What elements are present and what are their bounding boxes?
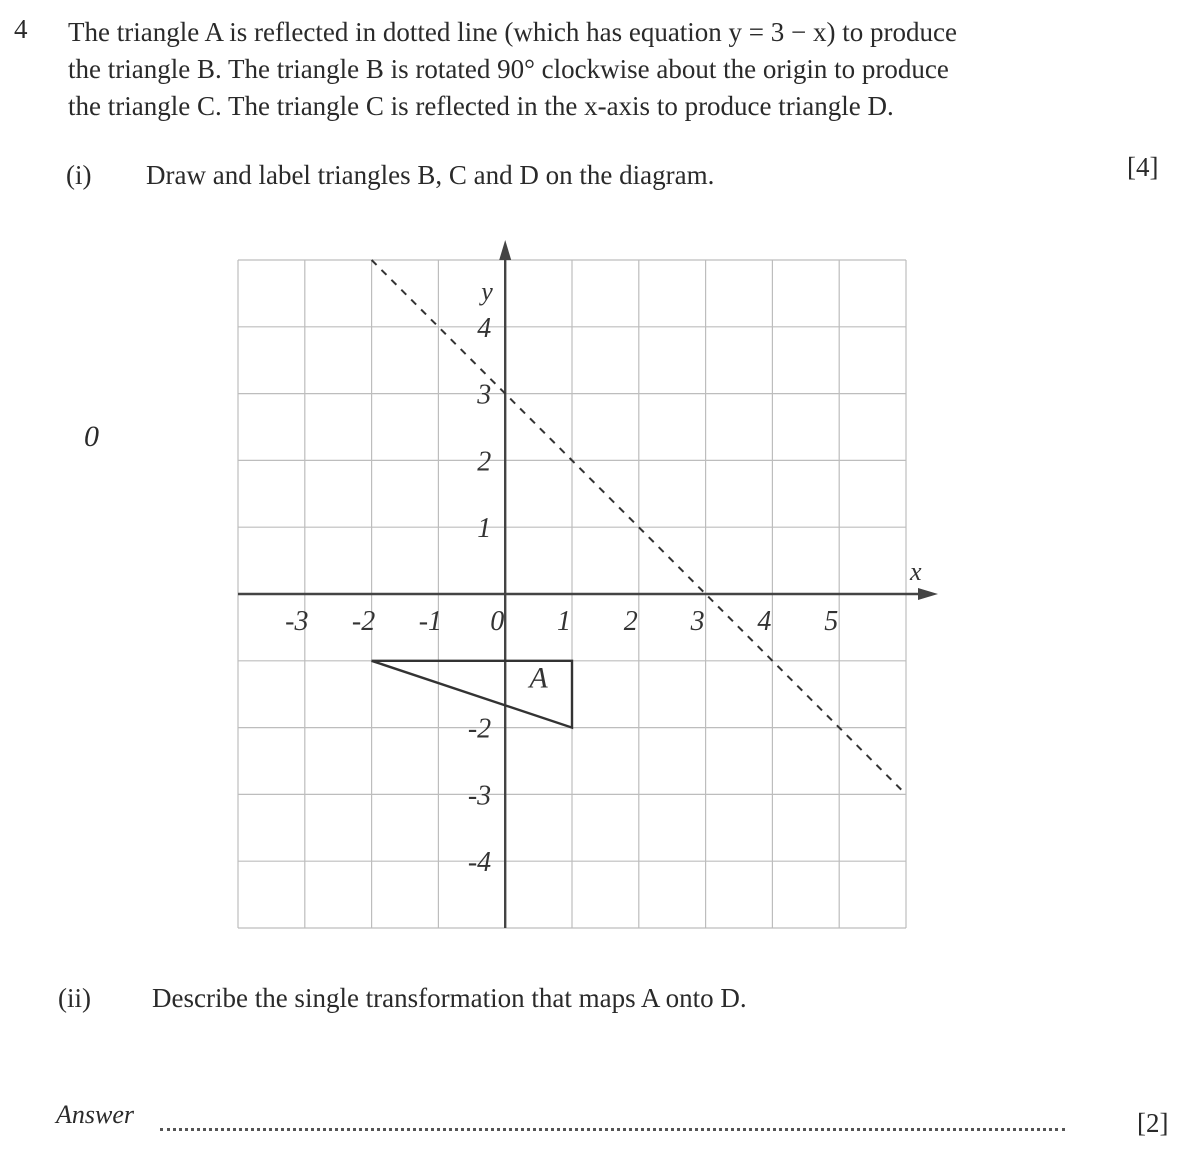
y-axis-arrow-icon [499,240,511,260]
x-tick-label: 2 [623,606,638,637]
part-i-instruction: Draw and label triangles B, C and D on the diagram. [146,160,715,190]
x-axis-arrow-icon [918,588,938,600]
triangle-a-label: A [529,661,548,695]
y-tick-label: -4 [467,847,492,879]
y-axis-label: y [481,277,493,306]
question-line-3: the triangle C. The triangle C is reflected in the x-axis to produce triangle D. [68,91,894,121]
x-tick-label: -2 [351,606,376,637]
question-number: 4 [14,14,28,44]
y-tick-label: -2 [467,713,492,745]
y-tick-label: 3 [477,379,492,411]
part-ii-label: (ii) [58,983,91,1013]
y-tick-label: 1 [477,513,492,545]
x-tick-label: 5 [824,606,839,637]
part-ii-instruction: Describe the single transformation that maps A onto D. [152,983,747,1013]
question-line-2: the triangle B. The triangle B is rotated 90° clockwise about the origin to produce [68,54,949,84]
x-tick-label: 4 [757,606,772,637]
x-tick-label: 0 [490,606,505,637]
question-line-1: The triangle A is reflected in dotted line (which has equation y = 3 − x) to produce [68,17,957,47]
x-tick-label: -3 [285,606,309,637]
x-tick-label: 1 [557,606,571,637]
answer-line[interactable] [160,1118,1065,1131]
x-axis-label: x [910,557,922,586]
y-tick-label: 2 [477,446,492,478]
axes [238,240,938,928]
x-tick-label: -1 [418,606,443,637]
stray-mark: 0 [84,420,99,453]
y-tick-label: -3 [467,780,492,812]
tick-labels [285,277,922,878]
x-tick-label: 3 [690,606,705,637]
part-i-label: (i) [66,160,92,190]
part-ii-marks: [2] [1137,1108,1169,1138]
part-i-marks: [4] [1127,152,1159,182]
y-tick-label: 4 [477,312,492,344]
answer-label: Answer [56,1100,134,1129]
